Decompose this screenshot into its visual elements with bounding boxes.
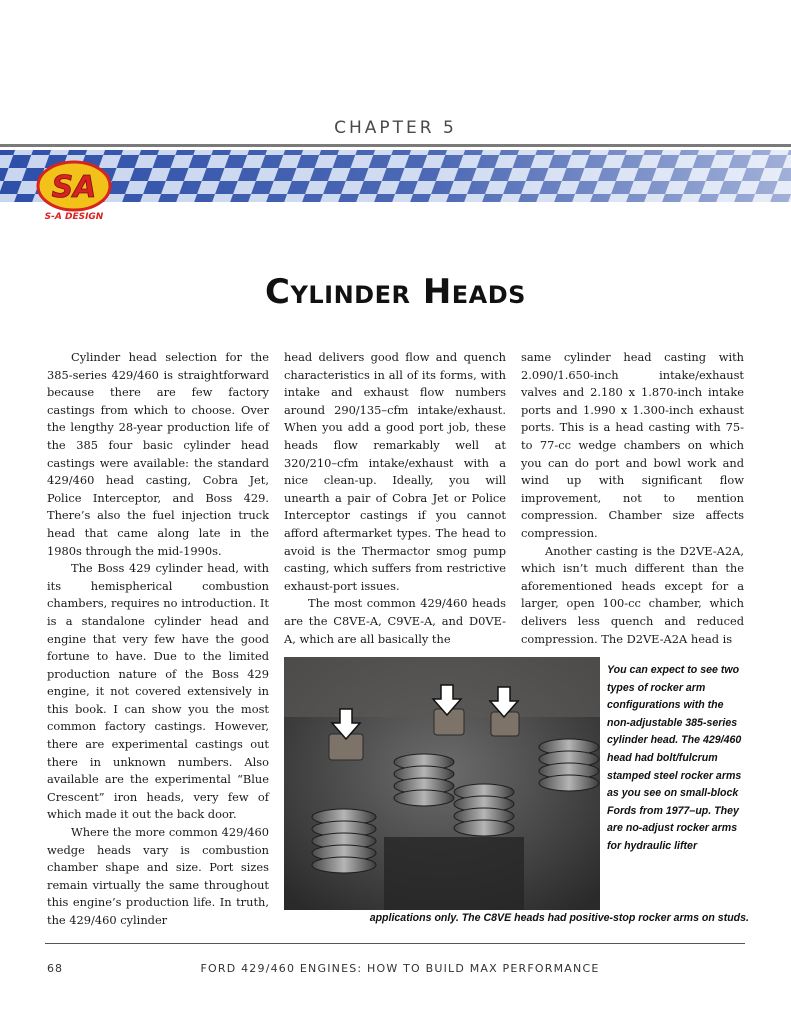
page-number: 68 (47, 962, 63, 975)
logo-subtext: S-A DESIGN (44, 212, 104, 222)
paragraph: same cylinder head casting with 2.090/1.650-inch intake/exhaust valves and 2.180 x 1.870-inch intake ports and 1.990 x 1.300-inch exhaust ports. This is a head casting with 75- to 77-cc wedge chambers on which you can do port and bowl work and wind up with significant flow improvement, not to mention compression. Chamber size affects compression. (521, 350, 744, 540)
text-column-3 (521, 349, 744, 648)
photo-caption: You can expect to see two types of rocker arm configurations with the non-adjustable 385-series cylinder head. The 429/460 head had bolt/fulcrum stamped steel rocker arms as you see on small-block Fords from 1977–up. They are no-adjust rocker arms for hydraulic lifter (607, 664, 742, 852)
paragraph: head delivers good flow and quench characteristics in all of its forms, with intake and exhaust flow numbers around 290/135–cfm intake/exhaust. When you add a good port job, these heads flow remarkably well at 320/210–cfm intake/exhaust with a nice clean-up. Ideally, you will unearth a pair of Cobra Jet or Police Interceptor castings if you cannot afford aftermarket types. The head to avoid is the Thermactor smog pump casting, which suffers from restrictive exhaust-port issues. (284, 350, 506, 593)
running-footer-title: FORD 429/460 ENGINES: HOW TO BUILD MAX PERFORMANCE (200, 962, 600, 975)
page-title: Cylinder Heads (265, 272, 526, 312)
banner-top-rule (0, 144, 791, 147)
paragraph: Cylinder head selection for the 385-series 429/460 is straightforward because there are few factory castings from which to choose. Over the lengthy 28-year production life of the 385 four basic cylinder head castings were available: the standard 429/460 head casting, Cobra Jet, Police Interceptor, and Boss 429. There’s also the fuel injection truck head that came along late in the 1980s through the mid-1990s. (47, 350, 269, 558)
text-column-2 (284, 349, 506, 648)
sa-design-logo (34, 160, 114, 222)
paragraph: Where the more common 429/460 wedge heads vary is combustion chamber shape and size. Port sizes remain virtually the same throughout this engine’s production life. In truth, the 429/460 cylinder (47, 825, 269, 927)
paragraph: The most common 429/460 heads are the C8VE-A, C9VE-A, and D0VE-A, which are all basically the (284, 596, 506, 646)
chapter-label: CHAPTER 5 (334, 118, 457, 138)
paragraph: The Boss 429 cylinder head, with its hemispherical combustion chambers, requires no introduction. It is a standalone cylinder head and engine that very few have the good fortune to have. Due to the limited production nature of the Boss 429 engine, it not covered extensively in this book. I can show you the most common factory castings. However, there are experimental castings out there in unknown numbers. Also available are the experimental “Blue Crescent” iron heads, very few of which made it out the back door. (47, 561, 269, 822)
photo-caption-last-line: applications only. The C8VE heads had positive-stop rocker arms on studs. (369, 912, 749, 924)
footer-rule (45, 943, 745, 944)
text-column-1 (47, 349, 269, 930)
cylinder-head-photo (284, 657, 600, 910)
chapter-banner (0, 142, 791, 220)
paragraph: Another casting is the D2VE-A2A, which isn’t much different than the aforementioned heads except for a larger, open 100-cc chamber, which delivers less quench and reduced compression. The D2VE-A2A head is (521, 543, 744, 646)
logo-text: SA (51, 170, 97, 205)
